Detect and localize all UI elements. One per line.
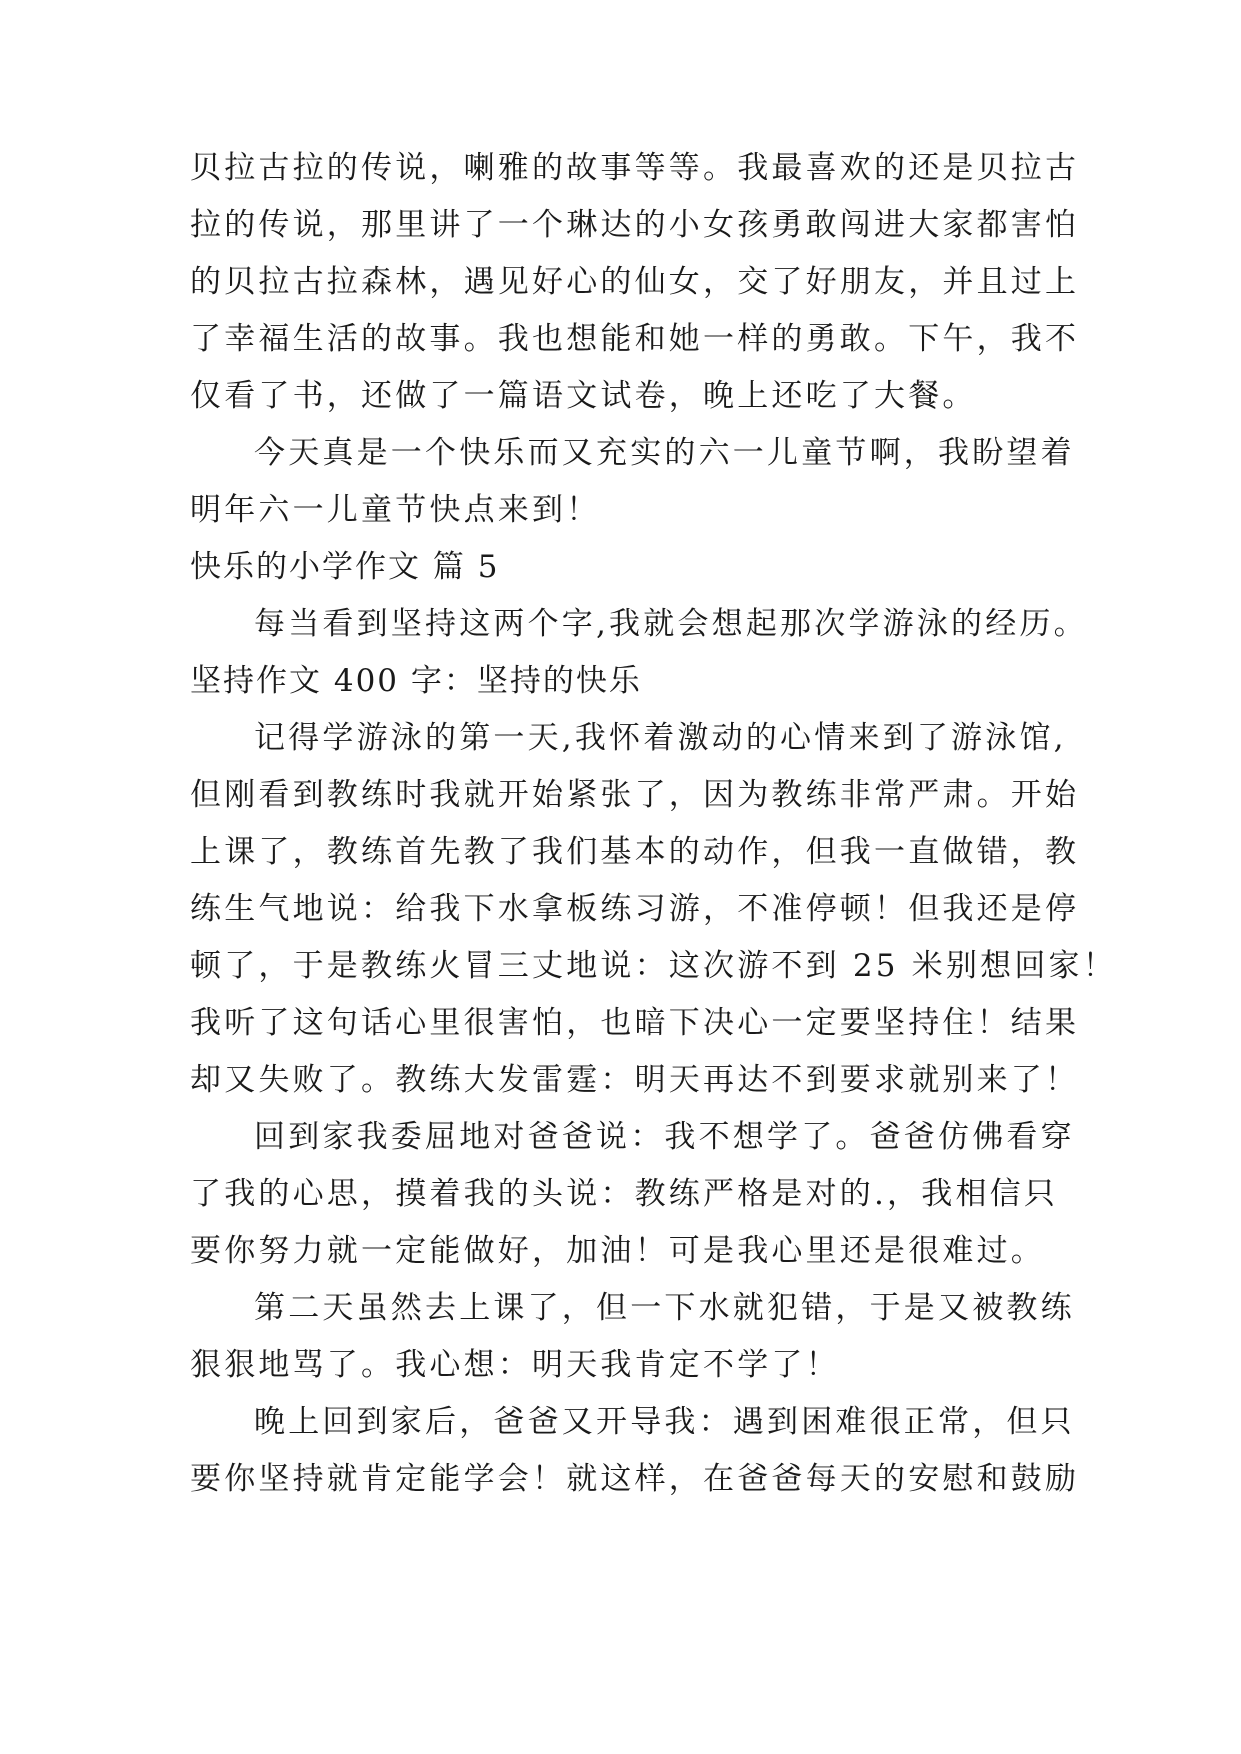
paragraph-line: 练生气地说：给我下水拿板练习游，不准停顿！但我还是停 [190, 891, 1080, 927]
paragraph-line: 我听了这句话心里很害怕，也暗下决心一定要坚持住！结果 [190, 1005, 1080, 1041]
paragraph-line: 要你努力就一定能做好，加油！可是我心里还是很难过。 [190, 1233, 1045, 1269]
paragraph-line: 了幸福生活的故事。我也想能和她一样的勇敢。下午，我不 [190, 321, 1080, 357]
paragraph-line: 晚上回到家后，爸爸又开导我：遇到困难很正常，但只 [254, 1404, 1075, 1440]
section-heading: 快乐的小学作文 篇 5 [190, 549, 500, 585]
paragraph-line: 每当看到坚持这两个字,我就会想起那次学游泳的经历。 [254, 606, 1088, 642]
paragraph-line: 上课了，教练首先教了我们基本的动作，但我一直做错，教 [190, 834, 1080, 870]
paragraph-line: 顿了，于是教练火冒三丈地说：这次游不到 25 米别想回家！ [190, 948, 1117, 984]
paragraph-line: 今天真是一个快乐而又充实的六一儿童节啊，我盼望着 [254, 435, 1075, 471]
paragraph-line: 狠狠地骂了。我心想：明天我肯定不学了！ [190, 1347, 840, 1383]
paragraph-line: 仅看了书，还做了一篇语文试卷，晚上还吃了大餐。 [190, 378, 977, 414]
paragraph-line: 了我的心思，摸着我的头说：教练严格是对的.，我相信只 [190, 1176, 1059, 1212]
paragraph-line: 但刚看到教练时我就开始紧张了，因为教练非常严肃。开始 [190, 777, 1080, 813]
paragraph-line: 第二天虽然去上课了，但一下水就犯错，于是又被教练 [254, 1290, 1075, 1326]
paragraph-line: 明年六一儿童节快点来到！ [190, 492, 601, 528]
paragraph-line: 的贝拉古拉森林，遇见好心的仙女，交了好朋友，并且过上 [190, 264, 1080, 300]
paragraph-line: 贝拉古拉的传说，喇雅的故事等等。我最喜欢的还是贝拉古 [190, 150, 1080, 186]
paragraph-line: 要你坚持就肯定能学会！就这样，在爸爸每天的安慰和鼓励 [190, 1461, 1080, 1497]
paragraph-line: 记得学游泳的第一天,我怀着激动的心情来到了游泳馆, [254, 720, 1067, 756]
subtitle-line: 坚持作文 400 字：坚持的快乐 [190, 663, 642, 699]
paragraph-line: 却又失败了。教练大发雷霆：明天再达不到要求就别来了！ [190, 1062, 1080, 1098]
paragraph-line: 回到家我委屈地对爸爸说：我不想学了。爸爸仿佛看穿 [254, 1119, 1075, 1155]
paragraph-line: 拉的传说，那里讲了一个琳达的小女孩勇敢闯进大家都害怕 [190, 207, 1080, 243]
